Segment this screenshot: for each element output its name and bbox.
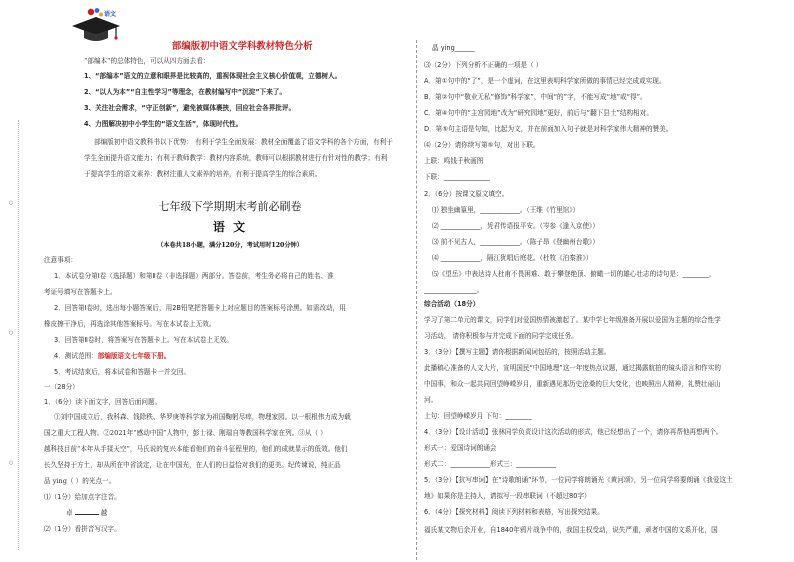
- note-2b: 橡皮擦干净后，再选涂其他答案标号。写在本试卷上无效。: [44, 320, 216, 328]
- note-1b: 考证号填写在答题卡上。: [44, 288, 117, 296]
- right-line-13: ⑷ ____________，隔江犹唱后庭花。（杜牧《泊秦淮》）: [432, 254, 593, 262]
- right-line-9: 2．（6分）按课文原文填空。: [424, 190, 509, 198]
- intro-lead: “部编本”的总体特色，可以从四方面去看：: [84, 57, 210, 65]
- section-1-heading: 一（28分）: [44, 383, 79, 391]
- right-line-15: ________________。: [424, 286, 484, 294]
- answer-char-1: 卓: [66, 509, 73, 517]
- right-line-11: ⑵ ____________，凭君传语报平安。（岑参《逢入京使》）: [432, 222, 599, 230]
- intro-point-2: 2、“以人为本”“自主性学习”等理念，在教材编写中“沉淀”下来了。: [84, 88, 287, 96]
- right-line-16: 综合活动（18分）: [424, 300, 480, 308]
- binding-mark-bottom: ○: [8, 460, 14, 466]
- right-line-7: 上联：鸣钱千秋画图: [424, 157, 484, 165]
- notes-label: 注意事项：: [44, 256, 77, 264]
- question-1: 1．（6分）读下面文字，回答后面问题。: [44, 398, 162, 406]
- right-line-28: 地》如果你是主持人，请拟写一段串联词（不超过80字）: [424, 492, 591, 500]
- passage-line-1: ①刘中国成立后，我科森、钱除秩、华罗庚等科学家为祖国鞠躬尽瘁，物理家园。以一根根伟力成为载: [54, 413, 351, 421]
- passage-line-2: 国之重大工程人物。②2021年“感动中国”人物中，彭士禄、刚瑞自等教国科学家在列。③从（ ）: [44, 429, 327, 437]
- column-divider: [416, 40, 417, 560]
- right-line-1: ⑶（2分）下列分析不正确的一项是（ ）: [424, 61, 543, 69]
- question-1-2: ⑵（1分）看拼音写汉字。: [44, 525, 121, 533]
- answer-char-2: 越: [100, 509, 108, 517]
- passage-line-4: 长久坚持于方土，却从所在中省淡定，让在中国光，在人们的日益恰对我们的更美。纪传谏说，纯正品: [44, 461, 341, 469]
- right-line-12: ⑶ 前不见古人，____________。（陈子昂《登幽州台歌》）: [432, 238, 599, 246]
- right-line-22: 河。: [424, 396, 438, 404]
- passage-line-5: 品 ying（ ）的光点一。: [44, 477, 116, 485]
- right-line-5: D．第⑤句主语是句知，比起为文，并在前面加入句子就是对科学家伟大精神的赞美。: [424, 125, 673, 133]
- exam-meta: （本卷共18小题，满分120分，考试用时120分钟）: [157, 242, 303, 249]
- binding-mark-top: ○: [8, 200, 14, 206]
- intro-paragraph-line-3: 于提高学生的语文素养：教材注重人文素养的培养，有利于提高学生的综合素质。: [84, 170, 322, 178]
- intro-paragraph-line-2: 学生全面提升语文能力；有利于教师教学：教材内容系统，教师可以根据教材进行有针对性的教学；有利: [84, 154, 388, 162]
- intro-paragraph-line-1: 部编版初中语文教科书以下优势： 有利于学生全面发展：教材全面覆盖了语文学科的各个方面，有利于: [94, 138, 393, 146]
- intro-point-3: 3、关注社会需求，“守正创新”，避免被媒体裹挟，回应社会各界批评。: [84, 104, 296, 112]
- right-line-17: 学习了第二单元的课文，同学们对爱国热情被激起了。某中学七年级准备开展以爱国为主题的综合性学: [424, 316, 721, 324]
- right-line-10: ⑴ 独坐幽篁里，____________。（王维《竹里馆》）: [432, 206, 580, 214]
- right-line-27: 5．（3分）【抗写串词】在“诗歌朗诵”环节，一位同学将朗诵光《黄河颂》，另一位同学将要朗诵《我爱这土: [424, 476, 733, 484]
- graduation-cap-icon: [66, 6, 126, 46]
- banner-title: 部编版初中语文学科教材特色分析: [172, 41, 313, 52]
- right-line-26: 形式二：____________形式三：____________: [424, 460, 556, 468]
- right-line-2: A．第①句中的“了”，是一个虚词，在这里表明科学家所做的事情已经完成或实现。: [424, 77, 666, 85]
- intro-point-4: 4、力图解决初中小学生的“语文生活”，体现时代性。: [84, 120, 243, 128]
- right-line-4: C．第④句中的“主宫园地”改为“研究园地”更好，前后与“翻下县土”结构相对。: [424, 109, 653, 117]
- right-line-24: 4．（3分）【设计活动】张林同学负责设计这次活动的形式，他已经想出了一个，请你再帮他再想两个。: [424, 428, 723, 436]
- right-line-6: ⑷（2分）请你续写第⑤句，对出下联。: [424, 141, 540, 149]
- intro-point-1: 1、“部编本”语文的立意和眼界是比较高的，重视体现社会主义核心价值观，立德树人。: [84, 72, 342, 80]
- logo: [66, 6, 126, 46]
- note-5: 5．考试结束后，将本试卷和答题卡一并交回。: [54, 368, 191, 376]
- right-line-19: 3．（3分）【撰写主题】请你根据新闻词包括的，按照活动主题。: [424, 348, 611, 356]
- note-4-prefix: 4．测试范围：: [54, 352, 98, 360]
- right-line-21: 中国事，和众一起共同回望峥嵘岁月，重新遇见那历史沧桑的巨大变化，也映照出人精神，礼赞壮丽山: [424, 380, 721, 388]
- note-1a: 1．本试卷分第Ⅰ卷（选择题）和第Ⅱ卷（非选择题）两部分。答卷前，考生务必将自己的姓名、准: [54, 272, 334, 280]
- passage-line-3: 越科技目前“本年从手揉天空”，马氏说的复兴本能看他们的奋斗征程里的，他们的成就显示的低效。他们: [44, 445, 348, 453]
- right-line-3: B．第②句中“敬业无私”修饰“科学家”，中间“的”字，不能写成“地”或“得”。: [424, 93, 647, 101]
- right-line-29: 6．（4分）【探究材料】阅读下列材料和表格，写出探究结果。: [424, 508, 604, 516]
- right-line-8: 下联：______________: [424, 173, 490, 181]
- right-line-14: ⑸《望岳》中表达诗人杜甫不畏困难、敢于攀登绝顶、俯瞰一切的雄心壮志的诗句是：________，: [432, 270, 716, 278]
- exam-subject: 语 文: [212, 220, 248, 234]
- question-1-1: ⑴（1分）给加点字注音。: [44, 493, 121, 501]
- note-2a: 2．回答第Ⅰ卷时，选出每小题答案后，用2B铅笔把答题卡上对应题目的答案标号涂黑。如需改动，用: [54, 304, 346, 312]
- right-line-30: 福氏某文物后余开业，自1840年鸦片战争中的，我国主权受动，说失严重，顽者中国的文系开化，国: [424, 526, 718, 534]
- logo-text: 语文: [104, 11, 117, 18]
- answer-blank: [75, 514, 99, 515]
- note-4: [54, 352, 170, 360]
- note-4-range: 部编版语文七年级下册。: [97, 352, 171, 360]
- note-3: 3．回答第Ⅱ卷时，将答案写在答题卡上。写在本试卷上无效。: [54, 336, 233, 344]
- right-line-23: 上句：回望峥嵘岁月 下句：________: [424, 412, 532, 420]
- right-line-20: 此播稿心准备的人文大片，宣明国民“中国地理”这一年度热点议题，通过揭露航拍的镜头语言和作实的: [424, 364, 721, 372]
- right-top-line: 晶 ying______: [432, 44, 475, 52]
- right-line-25: 形式一：爱国诗词朗诵会: [424, 444, 497, 452]
- question-1-1-answer: [66, 509, 107, 517]
- binding-line: [18, 120, 19, 550]
- right-line-18: 习活动， 请你积极参与并完成下面的同学完成任务。: [424, 332, 578, 340]
- binding-mark-middle: ○: [8, 330, 14, 336]
- exam-title: 七年级下学期期末考前必刷卷: [158, 200, 302, 213]
